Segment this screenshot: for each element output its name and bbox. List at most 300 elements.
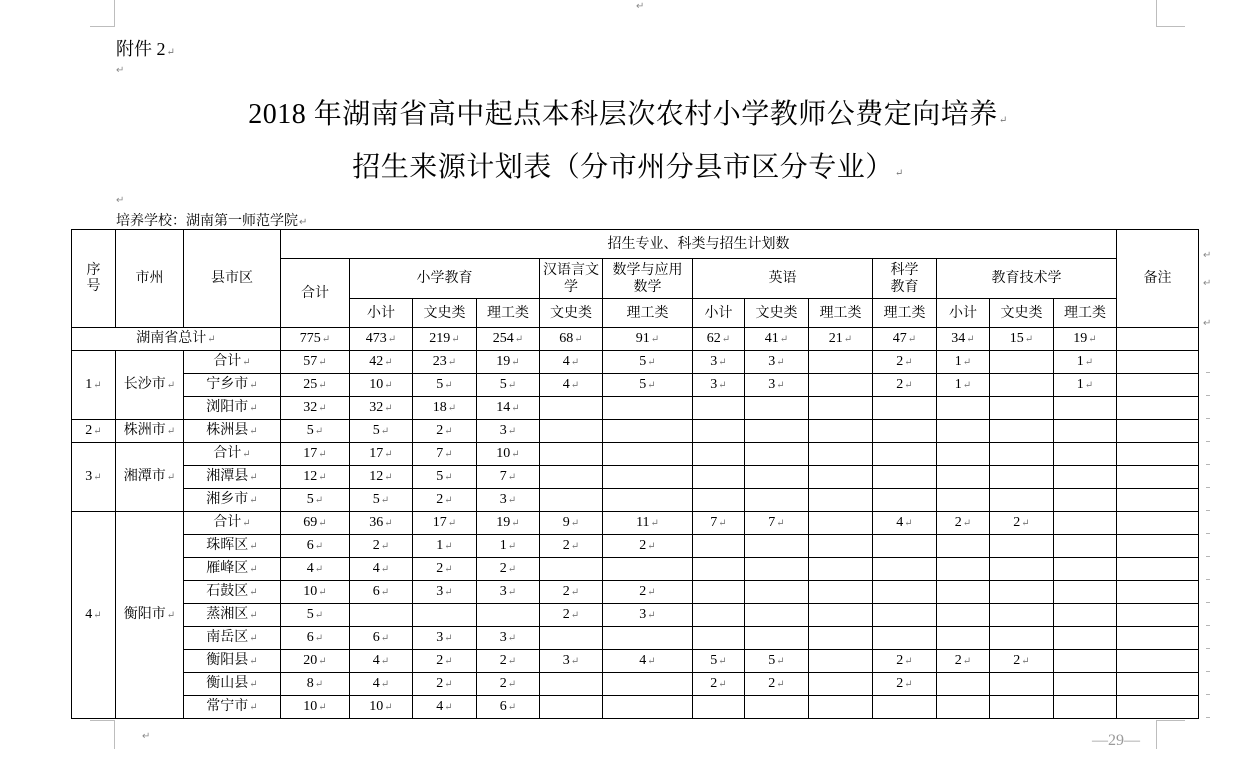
- paragraph-mark-icon: ↵: [444, 564, 453, 575]
- paragraph-mark-icon: ↵: [299, 217, 308, 228]
- table-cell: [603, 420, 693, 443]
- table-cell: [745, 443, 809, 466]
- paragraph-mark-icon: ↵: [318, 702, 327, 713]
- paragraph-mark-icon: ↵: [447, 403, 457, 414]
- paragraph-mark-icon: ↵: [142, 731, 151, 742]
- paragraph-mark-icon: ↵: [843, 334, 853, 345]
- table-cell: 7↵: [413, 443, 477, 466]
- table-cell: 47↵: [873, 328, 937, 351]
- table-cell: 21↵: [809, 328, 873, 351]
- table-cell: [809, 558, 873, 581]
- table-cell: 3↵: [540, 650, 603, 673]
- remarks-cell: [1117, 558, 1199, 581]
- paragraph-mark-icon: ↵: [647, 357, 656, 368]
- seq-cell: 1↵: [72, 351, 116, 420]
- table-cell: 10↵: [350, 374, 413, 397]
- table-cell: [693, 558, 745, 581]
- remarks-cell: [1117, 535, 1199, 558]
- paragraph-mark-icon: ↵: [776, 656, 785, 667]
- paragraph-mark-icon: ↵: [318, 656, 327, 667]
- table-cell: [1054, 443, 1117, 466]
- table-cell: 5↵: [350, 420, 413, 443]
- paragraph-mark-icon: ↵: [444, 587, 453, 598]
- school-line: 培养学校：湖南第一师范学院↵: [116, 212, 308, 228]
- county-cell: 合计↵: [184, 512, 281, 535]
- table-cell: 473↵: [350, 328, 413, 351]
- table-cell: 41↵: [745, 328, 809, 351]
- table-cell: 4↵: [540, 374, 603, 397]
- paragraph-mark-icon: ↵: [511, 449, 520, 460]
- header-arts: 文史类: [745, 299, 809, 328]
- table-cell: 6↵: [350, 627, 413, 650]
- table-cell: 2↵: [745, 673, 809, 696]
- table-cell: 3↵: [413, 627, 477, 650]
- paragraph-mark-icon: ↵: [718, 357, 727, 368]
- paragraph-mark-icon: ↵: [647, 587, 656, 598]
- table-cell: [693, 627, 745, 650]
- paragraph-mark-icon: ↵: [904, 518, 913, 529]
- table-cell: 5↵: [693, 650, 745, 673]
- table-cell: 5↵: [745, 650, 809, 673]
- table-cell: 2↵: [873, 673, 937, 696]
- table-cell: [693, 420, 745, 443]
- table-cell: 5↵: [603, 351, 693, 374]
- table-row: [72, 673, 1199, 696]
- paragraph-mark-icon: ↵: [321, 334, 331, 345]
- table-row: [72, 466, 1199, 489]
- county-cell: 合计↵: [184, 443, 281, 466]
- table-row: [72, 374, 1199, 397]
- paragraph-mark-icon: ↵: [507, 679, 517, 690]
- table-cell: [693, 443, 745, 466]
- remarks-cell: [1117, 397, 1199, 420]
- table-cell: 19↵: [1054, 328, 1117, 351]
- table-cell: 3↵: [413, 581, 477, 604]
- table-cell: 10↵: [281, 581, 350, 604]
- paragraph-mark-icon: ↵: [249, 495, 258, 506]
- city-cell: 长沙市↵: [116, 351, 184, 420]
- table-cell: [603, 673, 693, 696]
- remarks-cell: [1117, 627, 1199, 650]
- table-cell: 1↵: [413, 535, 477, 558]
- table-cell: [990, 466, 1054, 489]
- table-cell: [603, 466, 693, 489]
- table-cell: [1054, 466, 1117, 489]
- paragraph-mark-icon: ↵: [894, 168, 904, 179]
- remarks-cell: [1117, 604, 1199, 627]
- table-cell: 5↵: [413, 466, 477, 489]
- paragraph-mark-icon: ↵: [380, 656, 390, 667]
- paragraph-mark-icon: ↵: [380, 495, 390, 506]
- paragraph-mark-icon: ↵: [1084, 357, 1094, 368]
- table-cell: 2↵: [873, 374, 937, 397]
- table-cell: [873, 535, 937, 558]
- paragraph-mark-icon: ↵: [380, 564, 390, 575]
- table-cell: 1↵: [477, 535, 540, 558]
- table-cell: [540, 489, 603, 512]
- table-cell: [809, 673, 873, 696]
- paragraph-mark-icon: ↵: [647, 541, 656, 552]
- table-cell: [873, 489, 937, 512]
- table-cell: [873, 420, 937, 443]
- header-educational-technology: 教育技术学: [937, 259, 1117, 299]
- header-arts: 文史类: [413, 299, 477, 328]
- table-row: [72, 351, 1199, 374]
- paragraph-mark-icon: ↵: [507, 380, 517, 391]
- table-cell: [937, 420, 990, 443]
- table-cell: [745, 466, 809, 489]
- paragraph-mark-icon: ↵: [1203, 318, 1212, 329]
- table-cell: [540, 627, 603, 650]
- header-sci-track: 理工类: [873, 299, 937, 328]
- paragraph-mark-icon: ↵: [647, 380, 656, 391]
- table-cell: 4↵: [603, 650, 693, 673]
- paragraph-mark-icon: ↵: [570, 518, 580, 529]
- header-sci-track: 理工类: [603, 299, 693, 328]
- table-cell: [937, 673, 990, 696]
- table-cell: 2↵: [477, 673, 540, 696]
- table-cell: [990, 558, 1054, 581]
- paragraph-mark-icon: ↵: [314, 610, 324, 621]
- header-english: 英语: [693, 259, 873, 299]
- seq-cell: 4↵: [72, 512, 116, 719]
- table-cell: 3↵: [477, 581, 540, 604]
- table-cell: 2↵: [413, 673, 477, 696]
- province-total-row: [72, 328, 1199, 351]
- table-cell: 4↵: [281, 558, 350, 581]
- table-cell: 775↵: [281, 328, 350, 351]
- paragraph-mark-icon: ↵: [904, 679, 913, 690]
- remarks-cell: [1117, 581, 1199, 604]
- table-cell: [603, 489, 693, 512]
- table-cell: [809, 466, 873, 489]
- remarks-cell: [1117, 696, 1199, 719]
- table-cell: 1↵: [937, 374, 990, 397]
- table-cell: [745, 558, 809, 581]
- table-cell: 6↵: [281, 535, 350, 558]
- paragraph-mark-icon: ↵: [242, 449, 251, 460]
- table-cell: 2↵: [990, 650, 1054, 673]
- table-cell: 2↵: [413, 558, 477, 581]
- paragraph-mark-icon: ↵: [718, 380, 727, 391]
- table-cell: [693, 535, 745, 558]
- paragraph-mark-icon: ↵: [380, 679, 390, 690]
- paragraph-mark-icon: ↵: [1203, 278, 1212, 289]
- table-cell: 5↵: [281, 489, 350, 512]
- margin-tick: [1206, 579, 1210, 580]
- paragraph-mark-icon: ↵: [249, 380, 258, 391]
- paragraph-mark-icon: ↵: [116, 65, 125, 76]
- table-cell: [873, 696, 937, 719]
- table-cell: [990, 673, 1054, 696]
- paragraph-mark-icon: ↵: [507, 702, 517, 713]
- paragraph-mark-icon: ↵: [444, 472, 453, 483]
- table-cell: [693, 581, 745, 604]
- table-cell: 4↵: [413, 696, 477, 719]
- table-cell: 5↵: [281, 420, 350, 443]
- paragraph-mark-icon: ↵: [962, 357, 972, 368]
- table-cell: [745, 420, 809, 443]
- paragraph-mark-icon: ↵: [384, 518, 393, 529]
- table-cell: [603, 627, 693, 650]
- paragraph-mark-icon: ↵: [451, 334, 460, 345]
- table-cell: 68↵: [540, 328, 603, 351]
- paragraph-mark-icon: ↵: [444, 679, 453, 690]
- paragraph-mark-icon: ↵: [384, 472, 393, 483]
- table-cell: [873, 604, 937, 627]
- table-cell: 3↵: [693, 351, 745, 374]
- document-title-line-1: 2018 年湖南省高中起点本科层次农村小学教师公费定向培养↵: [248, 99, 1008, 130]
- paragraph-mark-icon: ↵: [318, 380, 327, 391]
- table-cell: 23↵: [413, 351, 477, 374]
- paragraph-mark-icon: ↵: [447, 518, 457, 529]
- paragraph-mark-icon: ↵: [507, 495, 517, 506]
- table-cell: [809, 627, 873, 650]
- paragraph-mark-icon: ↵: [318, 449, 327, 460]
- paragraph-mark-icon: ↵: [962, 656, 972, 667]
- table-cell: 2↵: [350, 535, 413, 558]
- table-cell: 62↵: [693, 328, 745, 351]
- table-cell: [413, 604, 477, 627]
- table-cell: [1054, 420, 1117, 443]
- seq-cell: 3↵: [72, 443, 116, 512]
- paragraph-mark-icon: ↵: [650, 334, 660, 345]
- paragraph-mark-icon: ↵: [721, 334, 731, 345]
- table-cell: [809, 489, 873, 512]
- header-total: 合计: [281, 259, 350, 328]
- table-cell: [809, 374, 873, 397]
- table-cell: 8↵: [281, 673, 350, 696]
- table-cell: [990, 489, 1054, 512]
- paragraph-mark-icon: ↵: [384, 702, 393, 713]
- paragraph-mark-icon: ↵: [249, 679, 258, 690]
- table-cell: [990, 420, 1054, 443]
- table-cell: [540, 420, 603, 443]
- paragraph-mark-icon: ↵: [93, 380, 102, 391]
- table-cell: 254↵: [477, 328, 540, 351]
- table-cell: 19↵: [477, 351, 540, 374]
- header-subtotal: 小计: [937, 299, 990, 328]
- paragraph-mark-icon: ↵: [444, 495, 453, 506]
- table-cell: [1054, 489, 1117, 512]
- remarks-cell: [1117, 443, 1199, 466]
- paragraph-mark-icon: ↵: [380, 541, 390, 552]
- paragraph-mark-icon: ↵: [718, 679, 727, 690]
- paragraph-mark-icon: ↵: [318, 587, 327, 598]
- table-cell: 2↵: [477, 650, 540, 673]
- county-cell: 南岳区↵: [184, 627, 281, 650]
- paragraph-mark-icon: ↵: [718, 656, 727, 667]
- table-cell: 6↵: [350, 581, 413, 604]
- county-cell: 衡山县↵: [184, 673, 281, 696]
- table-cell: [937, 443, 990, 466]
- paragraph-mark-icon: ↵: [242, 518, 251, 529]
- page-number: —29—: [1092, 732, 1140, 749]
- table-row: [72, 581, 1199, 604]
- table-cell: 3↵: [477, 420, 540, 443]
- table-cell: [873, 397, 937, 420]
- paragraph-mark-icon: ↵: [650, 518, 659, 529]
- margin-tick: [1206, 510, 1210, 511]
- paragraph-mark-icon: ↵: [511, 403, 520, 414]
- table-cell: 2↵: [540, 604, 603, 627]
- attachment-label: 附件 2↵: [116, 39, 175, 59]
- table-row: [72, 420, 1199, 443]
- margin-tick: [1206, 441, 1210, 442]
- paragraph-mark-icon: ↵: [249, 633, 258, 644]
- remarks-cell: [1117, 420, 1199, 443]
- table-cell: 10↵: [281, 696, 350, 719]
- county-cell: 宁乡市↵: [184, 374, 281, 397]
- table-cell: 69↵: [281, 512, 350, 535]
- table-cell: [1054, 535, 1117, 558]
- paragraph-mark-icon: ↵: [318, 518, 327, 529]
- paragraph-mark-icon: ↵: [904, 380, 913, 391]
- paragraph-mark-icon: ↵: [166, 380, 176, 391]
- county-cell: 蒸湘区↵: [184, 604, 281, 627]
- remarks-cell: [1117, 673, 1199, 696]
- margin-tick: [1206, 648, 1210, 649]
- city-cell: 株洲市↵: [116, 420, 184, 443]
- margin-tick: [1206, 694, 1210, 695]
- county-cell: 湘乡市↵: [184, 489, 281, 512]
- paragraph-mark-icon: ↵: [166, 47, 175, 58]
- margin-tick: [1206, 717, 1210, 718]
- paragraph-mark-icon: ↵: [249, 564, 258, 575]
- table-cell: 10↵: [350, 696, 413, 719]
- table-cell: [603, 443, 693, 466]
- table-cell: [745, 581, 809, 604]
- table-cell: [693, 489, 745, 512]
- table-cell: 2↵: [477, 558, 540, 581]
- crop-mark-bottom-left: [90, 720, 115, 749]
- header-primary-education: 小学教育: [350, 259, 540, 299]
- table-cell: [809, 535, 873, 558]
- table-cell: 91↵: [603, 328, 693, 351]
- table-cell: [1054, 696, 1117, 719]
- paragraph-mark-icon: ↵: [249, 610, 258, 621]
- county-cell: 浏阳市↵: [184, 397, 281, 420]
- remarks-cell: [1117, 650, 1199, 673]
- table-cell: 32↵: [281, 397, 350, 420]
- table-cell: 5↵: [281, 604, 350, 627]
- paragraph-mark-icon: ↵: [998, 115, 1008, 126]
- table-cell: [540, 397, 603, 420]
- paragraph-mark-icon: ↵: [384, 380, 393, 391]
- table-cell: [937, 397, 990, 420]
- province-total-label: 湖南省总计↵: [72, 328, 281, 351]
- header-plan-group: 招生专业、科类与招生计划数: [281, 230, 1117, 259]
- table-cell: 4↵: [873, 512, 937, 535]
- header-applied-math: 数学与应用数学: [603, 259, 693, 299]
- table-cell: 36↵: [350, 512, 413, 535]
- table-cell: [540, 696, 603, 719]
- paragraph-mark-icon: ↵: [384, 403, 393, 414]
- paragraph-mark-icon: ↵: [384, 449, 393, 460]
- paragraph-mark-icon: ↵: [249, 541, 258, 552]
- table-cell: [1054, 627, 1117, 650]
- paragraph-mark-icon: ↵: [570, 656, 580, 667]
- paragraph-mark-icon: ↵: [249, 403, 258, 414]
- table-cell: [693, 604, 745, 627]
- table-cell: [693, 397, 745, 420]
- remarks-cell: [1117, 512, 1199, 535]
- table-cell: [693, 696, 745, 719]
- table-cell: [937, 489, 990, 512]
- table-cell: 2↵: [540, 535, 603, 558]
- margin-tick: [1206, 671, 1210, 672]
- table-cell: 2↵: [413, 489, 477, 512]
- table-cell: 3↵: [477, 627, 540, 650]
- table-cell: [540, 673, 603, 696]
- paragraph-mark-icon: ↵: [570, 541, 580, 552]
- paragraph-mark-icon: ↵: [249, 426, 258, 437]
- header-city: 市州: [116, 230, 184, 328]
- paragraph-mark-icon: ↵: [507, 656, 517, 667]
- table-cell: 14↵: [477, 397, 540, 420]
- paragraph-mark-icon: ↵: [444, 633, 453, 644]
- enrollment-plan-table: [71, 229, 1199, 719]
- paragraph-mark-icon: ↵: [570, 610, 580, 621]
- seq-cell: 2↵: [72, 420, 116, 443]
- table-cell: [745, 397, 809, 420]
- table-cell: [540, 558, 603, 581]
- table-cell: 5↵: [413, 374, 477, 397]
- margin-tick: [1206, 625, 1210, 626]
- paragraph-mark-icon: ↵: [647, 656, 656, 667]
- paragraph-mark-icon: ↵: [507, 541, 517, 552]
- table-cell: [809, 512, 873, 535]
- table-cell: [990, 627, 1054, 650]
- paragraph-mark-icon: ↵: [166, 472, 176, 483]
- table-cell: 2↵: [603, 581, 693, 604]
- county-cell: 石鼓区↵: [184, 581, 281, 604]
- remarks-cell: [1117, 351, 1199, 374]
- county-cell: 常宁市↵: [184, 696, 281, 719]
- header-subtotal: 小计: [693, 299, 745, 328]
- table-cell: 7↵: [693, 512, 745, 535]
- margin-tick: [1206, 395, 1210, 396]
- paragraph-mark-icon: ↵: [242, 357, 251, 368]
- margin-tick: [1206, 556, 1210, 557]
- table-cell: [990, 696, 1054, 719]
- table-cell: [873, 627, 937, 650]
- table-row: [72, 558, 1199, 581]
- paragraph-mark-icon: ↵: [1084, 380, 1094, 391]
- county-cell: 衡阳县↵: [184, 650, 281, 673]
- table-cell: 7↵: [745, 512, 809, 535]
- table-row: [72, 696, 1199, 719]
- paragraph-mark-icon: ↵: [570, 380, 580, 391]
- table-cell: 20↵: [281, 650, 350, 673]
- paragraph-mark-icon: ↵: [444, 380, 453, 391]
- table-cell: 17↵: [350, 443, 413, 466]
- table-cell: [990, 604, 1054, 627]
- table-cell: [693, 466, 745, 489]
- margin-tick: [1206, 418, 1210, 419]
- table-cell: [990, 397, 1054, 420]
- paragraph-mark-icon: ↵: [570, 357, 580, 368]
- table-cell: 3↵: [745, 374, 809, 397]
- table-cell: 34↵: [937, 328, 990, 351]
- table-cell: [603, 558, 693, 581]
- table-cell: 219↵: [413, 328, 477, 351]
- table-cell: 5↵: [350, 489, 413, 512]
- paragraph-mark-icon: ↵: [93, 610, 102, 621]
- table-cell: [1054, 397, 1117, 420]
- paragraph-mark-icon: ↵: [380, 426, 390, 437]
- table-cell: [1054, 558, 1117, 581]
